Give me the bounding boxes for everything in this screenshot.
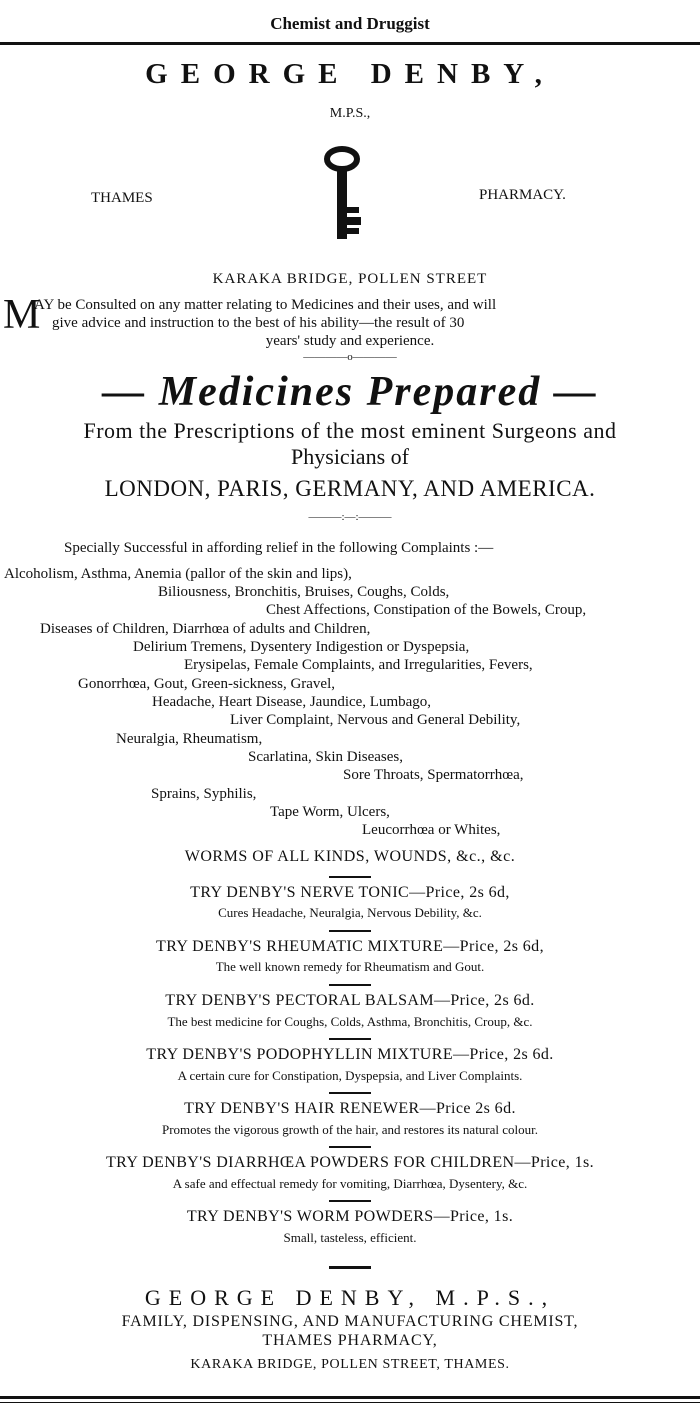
complaint-line: Sprains, Syphilis, bbox=[151, 786, 257, 802]
product-name: TRY DENBY'S DIARRHŒA POWDERS FOR CHILDREN—Price, 1s. bbox=[105, 1154, 594, 1171]
complaint-line: Scarlatina, Skin Diseases, bbox=[248, 749, 403, 765]
complaint-line: Chest Affections, Constipation of the Bowels, Croup, bbox=[266, 602, 587, 618]
complaint-line: Alcoholism, Asthma, Anemia (pallor of the skin and lips), bbox=[4, 566, 352, 582]
product-divider bbox=[329, 930, 371, 932]
product-divider bbox=[329, 984, 371, 986]
complaints-intro: Specially Successful in affording relief in the following Complaints :— bbox=[64, 540, 494, 556]
consult-line-2: give advice and instruction to the best of his ability—the result of 30 bbox=[52, 315, 465, 331]
address-line: KARAKA BRIDGE, POLLEN STREET bbox=[212, 271, 488, 287]
publication-title: Chemist and Druggist bbox=[270, 14, 430, 33]
drop-cap: M bbox=[3, 292, 41, 338]
product-divider bbox=[329, 1146, 371, 1148]
divider-1: ————o———— bbox=[303, 351, 397, 363]
divider-2: ———:—:——— bbox=[308, 511, 392, 523]
product-name: TRY DENBY'S PODOPHYLLIN MIXTURE—Price, 2s 6d. bbox=[146, 1046, 554, 1063]
complaint-line: Gonorrhœa, Gout, Green-sickness, Gravel, bbox=[78, 676, 336, 692]
product-name: TRY DENBY'S WORM POWDERS—Price, 1s. bbox=[186, 1208, 514, 1225]
cities-line: LONDON, PARIS, GERMANY, AND AMERICA. bbox=[104, 476, 596, 501]
footer-line-3: KARAKA BRIDGE, POLLEN STREET, THAMES. bbox=[190, 1357, 510, 1372]
footer-rule-thin bbox=[0, 1402, 700, 1403]
product-desc: A certain cure for Constipation, Dyspepsia, and Liver Complaints. bbox=[177, 1068, 523, 1083]
product-name: TRY DENBY'S PECTORAL BALSAM—Price, 2s 6d. bbox=[165, 992, 535, 1009]
credentials: M.P.S., bbox=[329, 106, 371, 121]
product-name: TRY DENBY'S RHEUMATIC MIXTURE—Price, 2s 6d, bbox=[156, 938, 544, 955]
consult-line-1: AY be Consulted on any matter relating to Medicines and their uses, and will bbox=[34, 297, 497, 313]
complaint-line: Tape Worm, Ulcers, bbox=[270, 804, 390, 820]
consult-line-3: years' study and experience. bbox=[265, 333, 435, 349]
footer-line-2: THAMES PHARMACY, bbox=[262, 1332, 438, 1349]
complaint-line: Leucorrhœa or Whites, bbox=[362, 822, 501, 838]
pharmacy-label: PHARMACY. bbox=[479, 187, 566, 203]
complaints-closing: WORMS OF ALL KINDS, WOUNDS, &c., &c. bbox=[184, 848, 516, 865]
complaint-line: Delirium Tremens, Dysentery Indigestion or Dyspepsia, bbox=[133, 639, 470, 655]
product-divider bbox=[329, 1092, 371, 1094]
prescriptions-line-2: Physicians of bbox=[291, 444, 409, 469]
product-name: TRY DENBY'S NERVE TONIC—Price, 2s 6d, bbox=[190, 884, 510, 901]
product-desc: The best medicine for Coughs, Colds, Asthma, Bronchitis, Croup, &c. bbox=[167, 1014, 533, 1029]
footer-line-1: FAMILY, DISPENSING, AND MANUFACTURING CHEMIST, bbox=[121, 1313, 579, 1330]
medicines-heading: — Medicines Prepared — bbox=[102, 369, 598, 415]
product-name: TRY DENBY'S HAIR RENEWER—Price 2s 6d. bbox=[184, 1100, 516, 1117]
complaint-line: Erysipelas, Female Complaints, and Irregularities, Fevers, bbox=[184, 657, 533, 673]
product-divider bbox=[329, 876, 371, 878]
product-desc: Promotes the vigorous growth of the hair, and restores its natural colour. bbox=[161, 1122, 539, 1137]
thames-label: THAMES bbox=[91, 190, 153, 206]
complaint-line: Diseases of Children, Diarrhœa of adults and Children, bbox=[40, 621, 371, 637]
product-desc: Cures Headache, Neuralgia, Nervous Debility, &c. bbox=[218, 905, 482, 920]
key-icon bbox=[318, 145, 378, 245]
product-divider bbox=[329, 1200, 371, 1202]
advertiser-name: GEORGE DENBY, bbox=[145, 58, 555, 90]
product-desc: A safe and effectual remedy for vomiting, Diarrhœa, Dysentery, &c. bbox=[172, 1176, 528, 1191]
footer-divider bbox=[329, 1266, 371, 1269]
product-desc: Small, tasteless, efficient. bbox=[283, 1230, 417, 1245]
complaint-line: Headache, Heart Disease, Jaundice, Lumbago, bbox=[152, 694, 432, 710]
complaint-line: Liver Complaint, Nervous and General Debility, bbox=[230, 712, 521, 728]
product-desc: The well known remedy for Rheumatism and Gout. bbox=[215, 959, 485, 974]
complaint-line: Neuralgia, Rheumatism, bbox=[116, 731, 263, 747]
footer-rule bbox=[0, 1396, 700, 1399]
footer-name: GEORGE DENBY, M.P.S., bbox=[144, 1285, 556, 1310]
complaint-line: Biliousness, Bronchitis, Bruises, Coughs, Colds, bbox=[158, 584, 450, 600]
complaint-line: Sore Throats, Spermatorrhœa, bbox=[343, 767, 524, 783]
header-rule bbox=[0, 42, 700, 45]
product-divider bbox=[329, 1038, 371, 1040]
prescriptions-line-1: From the Prescriptions of the most eminent Surgeons and bbox=[83, 418, 617, 443]
